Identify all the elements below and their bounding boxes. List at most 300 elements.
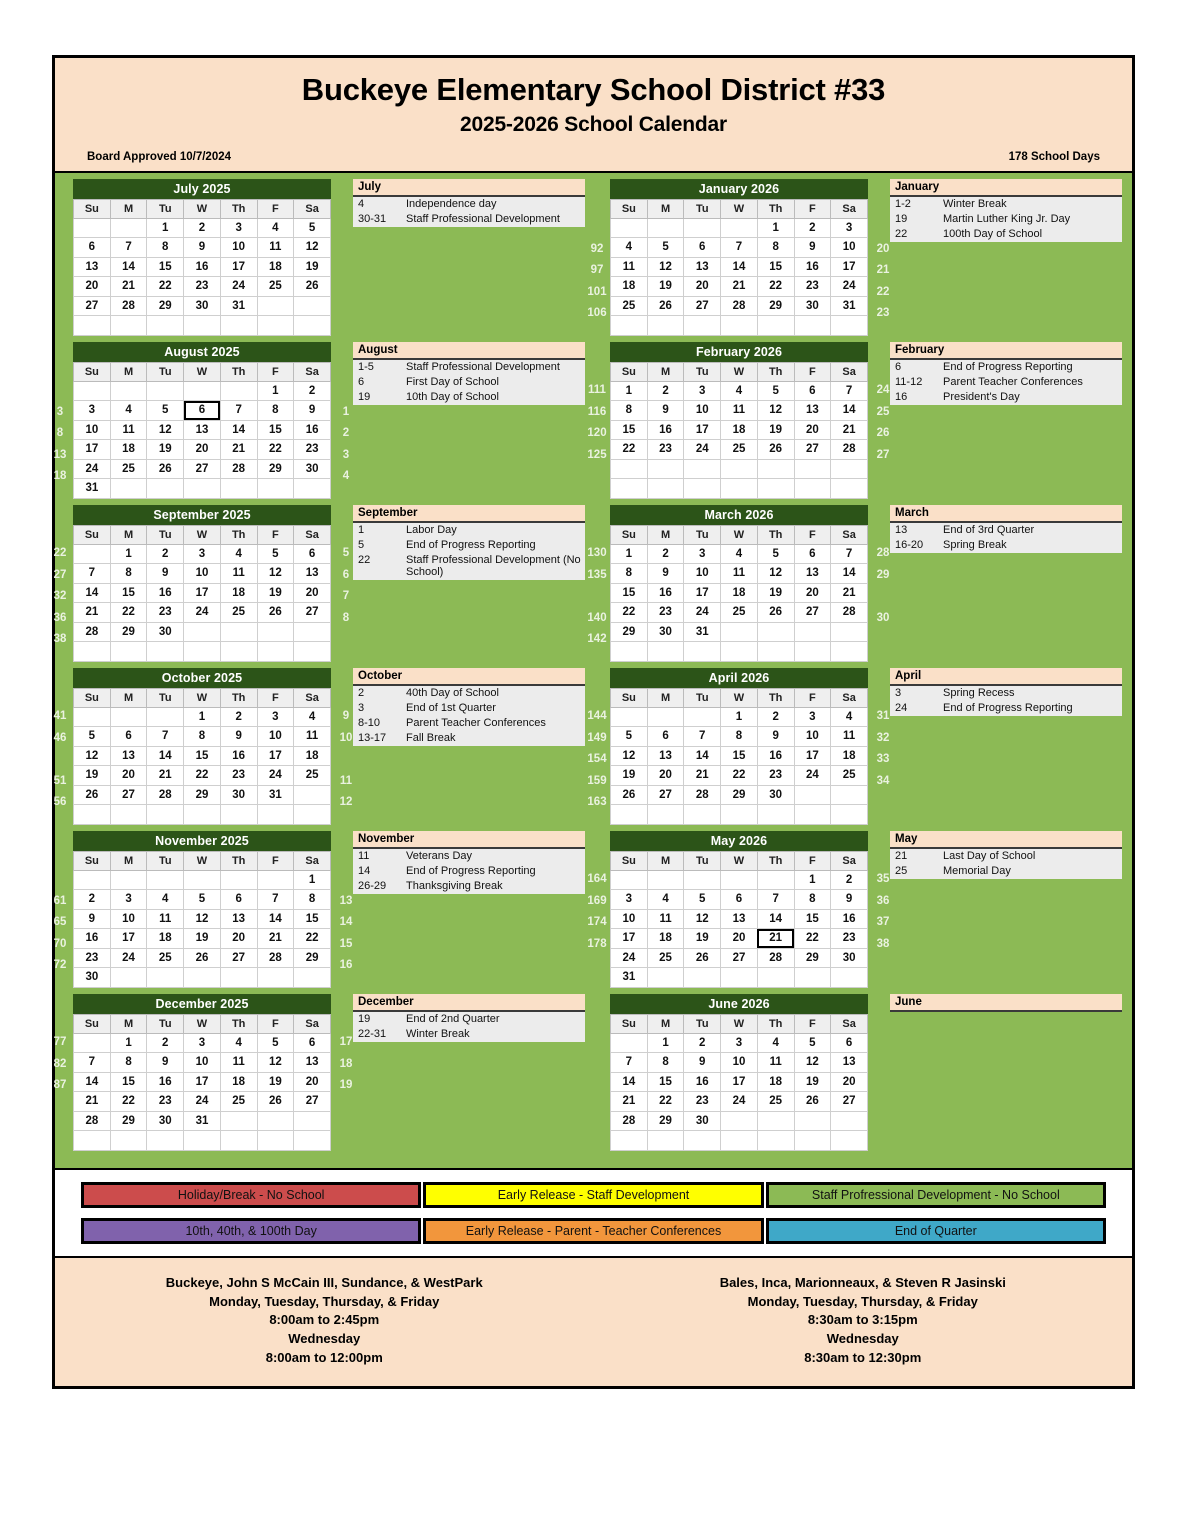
day-cell[interactable]: 20	[794, 583, 831, 603]
day-cell[interactable]: 2	[647, 381, 684, 401]
day-cell[interactable]: 17	[184, 583, 221, 603]
day-cell[interactable]: 1	[757, 218, 794, 238]
day-cell[interactable]: 8	[294, 890, 331, 910]
day-cell[interactable]: 28	[74, 622, 111, 642]
day-cell[interactable]: 24	[184, 1092, 221, 1112]
day-cell[interactable]: 2	[147, 544, 184, 564]
day-cell[interactable]: 1	[110, 544, 147, 564]
day-cell[interactable]: 25	[721, 440, 758, 460]
day-cell[interactable]: 11	[220, 564, 257, 584]
day-cell[interactable]: 21	[74, 1092, 111, 1112]
day-cell[interactable]: 17	[831, 257, 868, 277]
day-cell[interactable]: 22	[110, 1092, 147, 1112]
day-cell[interactable]: 22	[184, 766, 221, 786]
day-cell[interactable]: 8	[647, 1053, 684, 1073]
day-cell[interactable]: 7	[684, 727, 721, 747]
day-cell[interactable]: 8	[110, 564, 147, 584]
day-cell[interactable]: 3	[74, 401, 111, 421]
day-cell[interactable]: 9	[757, 727, 794, 747]
day-cell[interactable]: 21	[257, 929, 294, 949]
day-cell[interactable]: 15	[721, 746, 758, 766]
day-cell[interactable]: 26	[794, 1092, 831, 1112]
day-cell[interactable]: 10	[611, 909, 648, 929]
day-cell[interactable]: 26	[147, 459, 184, 479]
day-cell[interactable]: 20	[294, 1072, 331, 1092]
day-cell[interactable]: 20	[647, 766, 684, 786]
day-cell[interactable]: 31	[831, 296, 868, 316]
day-cell[interactable]: 12	[74, 746, 111, 766]
day-cell[interactable]: 31	[184, 1111, 221, 1131]
day-cell[interactable]: 3	[257, 707, 294, 727]
day-cell[interactable]: 24	[831, 277, 868, 297]
day-cell[interactable]: 29	[184, 785, 221, 805]
day-cell[interactable]: 12	[184, 909, 221, 929]
day-cell[interactable]: 23	[147, 603, 184, 623]
day-cell[interactable]: 7	[831, 381, 868, 401]
day-cell[interactable]: 12	[294, 238, 331, 258]
day-cell[interactable]: 2	[294, 381, 331, 401]
day-cell[interactable]: 4	[647, 890, 684, 910]
day-cell[interactable]: 1	[647, 1033, 684, 1053]
day-cell[interactable]: 13	[721, 909, 758, 929]
day-cell[interactable]: 22	[294, 929, 331, 949]
day-cell[interactable]: 18	[220, 583, 257, 603]
day-cell[interactable]: 5	[74, 727, 111, 747]
day-cell[interactable]: 28	[757, 948, 794, 968]
day-cell[interactable]: 2	[794, 218, 831, 238]
day-cell[interactable]: 17	[257, 746, 294, 766]
day-cell[interactable]: 13	[110, 746, 147, 766]
day-cell[interactable]: 15	[110, 583, 147, 603]
day-cell[interactable]: 7	[147, 727, 184, 747]
day-cell[interactable]: 23	[74, 948, 111, 968]
day-cell[interactable]: 6	[721, 890, 758, 910]
day-cell[interactable]: 8	[611, 401, 648, 421]
day-cell[interactable]: 13	[294, 564, 331, 584]
day-cell[interactable]: 11	[831, 727, 868, 747]
day-cell[interactable]: 22	[110, 603, 147, 623]
day-cell[interactable]: 18	[220, 1072, 257, 1092]
day-cell[interactable]: 1	[110, 1033, 147, 1053]
day-cell[interactable]: 22	[794, 929, 831, 949]
day-cell[interactable]: 19	[684, 929, 721, 949]
day-cell[interactable]: 29	[110, 622, 147, 642]
day-cell[interactable]: 8	[147, 238, 184, 258]
day-cell[interactable]: 17	[110, 929, 147, 949]
day-cell[interactable]: 3	[184, 544, 221, 564]
day-cell[interactable]: 15	[110, 1072, 147, 1092]
day-cell[interactable]: 29	[294, 948, 331, 968]
day-cell[interactable]: 17	[684, 420, 721, 440]
day-cell[interactable]: 27	[684, 296, 721, 316]
day-cell[interactable]: 8	[184, 727, 221, 747]
day-cell[interactable]: 14	[257, 909, 294, 929]
day-cell[interactable]: 29	[611, 622, 648, 642]
day-cell[interactable]: 28	[147, 785, 184, 805]
day-cell[interactable]: 10	[684, 401, 721, 421]
day-cell[interactable]: 27	[74, 296, 111, 316]
day-cell[interactable]: 22	[257, 440, 294, 460]
day-cell[interactable]: 5	[294, 218, 331, 238]
day-cell[interactable]: 31	[220, 296, 257, 316]
day-cell[interactable]: 28	[831, 603, 868, 623]
day-cell[interactable]: 12	[147, 420, 184, 440]
day-cell[interactable]: 15	[647, 1072, 684, 1092]
day-cell[interactable]: 2	[184, 218, 221, 238]
day-cell[interactable]: 27	[721, 948, 758, 968]
day-cell[interactable]: 2	[757, 707, 794, 727]
day-cell[interactable]: 31	[684, 622, 721, 642]
day-cell[interactable]: 5	[147, 401, 184, 421]
day-cell[interactable]: 15	[757, 257, 794, 277]
day-cell[interactable]: 6	[684, 238, 721, 258]
day-cell[interactable]: 23	[757, 766, 794, 786]
day-cell[interactable]: 28	[611, 1111, 648, 1131]
day-cell[interactable]: 25	[831, 766, 868, 786]
day-cell[interactable]: 7	[257, 890, 294, 910]
day-cell[interactable]: 1	[147, 218, 184, 238]
day-cell[interactable]: 27	[184, 459, 221, 479]
day-cell[interactable]: 20	[794, 420, 831, 440]
day-cell[interactable]: 15	[184, 746, 221, 766]
day-cell[interactable]: 30	[647, 622, 684, 642]
day-cell[interactable]: 28	[74, 1111, 111, 1131]
day-cell[interactable]: 13	[794, 564, 831, 584]
day-cell[interactable]: 10	[721, 1053, 758, 1073]
day-cell[interactable]: 21	[684, 766, 721, 786]
day-cell[interactable]: 31	[74, 479, 111, 499]
day-cell[interactable]: 28	[831, 440, 868, 460]
day-cell[interactable]: 21	[831, 583, 868, 603]
day-cell[interactable]: 16	[684, 1072, 721, 1092]
day-cell[interactable]: 2	[831, 870, 868, 890]
day-cell[interactable]: 27	[220, 948, 257, 968]
day-cell[interactable]: 13	[684, 257, 721, 277]
day-cell[interactable]: 20	[831, 1072, 868, 1092]
day-cell[interactable]: 23	[294, 440, 331, 460]
day-cell[interactable]: 27	[794, 603, 831, 623]
day-cell[interactable]: 1	[611, 381, 648, 401]
day-cell[interactable]: 7	[220, 401, 257, 421]
day-cell[interactable]: 15	[257, 420, 294, 440]
day-cell[interactable]: 24	[184, 603, 221, 623]
day-cell[interactable]: 24	[611, 948, 648, 968]
day-cell[interactable]: 3	[611, 890, 648, 910]
day-cell[interactable]: 19	[611, 766, 648, 786]
day-cell[interactable]: 12	[611, 746, 648, 766]
day-cell[interactable]: 22	[757, 277, 794, 297]
day-cell[interactable]: 4	[147, 890, 184, 910]
day-cell[interactable]: 29	[647, 1111, 684, 1131]
day-cell[interactable]: 21	[611, 1092, 648, 1112]
day-cell[interactable]: 16	[184, 257, 221, 277]
day-cell[interactable]: 11	[647, 909, 684, 929]
day-cell[interactable]: 13	[220, 909, 257, 929]
day-cell[interactable]: 8	[257, 401, 294, 421]
day-cell[interactable]: 18	[147, 929, 184, 949]
day-cell[interactable]: 21	[721, 277, 758, 297]
day-cell[interactable]: 2	[74, 890, 111, 910]
day-cell[interactable]: 6	[110, 727, 147, 747]
day-cell[interactable]: 31	[257, 785, 294, 805]
day-cell[interactable]: 26	[611, 785, 648, 805]
day-cell[interactable]: 23	[184, 277, 221, 297]
day-cell[interactable]: 5	[257, 1033, 294, 1053]
day-cell[interactable]: 7	[74, 564, 111, 584]
day-cell[interactable]: 24	[74, 459, 111, 479]
day-cell[interactable]: 20	[294, 583, 331, 603]
day-cell[interactable]: 5	[647, 238, 684, 258]
day-cell[interactable]: 19	[147, 440, 184, 460]
day-cell[interactable]: 25	[257, 277, 294, 297]
day-cell[interactable]: 24	[684, 440, 721, 460]
day-cell[interactable]: 14	[684, 746, 721, 766]
day-cell[interactable]: 28	[257, 948, 294, 968]
day-cell[interactable]: 6	[184, 401, 221, 421]
day-cell[interactable]: 11	[110, 420, 147, 440]
day-cell[interactable]: 20	[184, 440, 221, 460]
day-cell[interactable]: 17	[684, 583, 721, 603]
day-cell[interactable]: 9	[294, 401, 331, 421]
day-cell[interactable]: 1	[294, 870, 331, 890]
day-cell[interactable]: 5	[684, 890, 721, 910]
day-cell[interactable]: 14	[220, 420, 257, 440]
day-cell[interactable]: 30	[757, 785, 794, 805]
day-cell[interactable]: 12	[257, 1053, 294, 1073]
day-cell[interactable]: 26	[757, 603, 794, 623]
day-cell[interactable]: 24	[721, 1092, 758, 1112]
day-cell[interactable]: 23	[794, 277, 831, 297]
day-cell[interactable]: 16	[220, 746, 257, 766]
day-cell[interactable]: 17	[611, 929, 648, 949]
day-cell[interactable]: 4	[721, 381, 758, 401]
day-cell[interactable]: 11	[294, 727, 331, 747]
day-cell[interactable]: 13	[794, 401, 831, 421]
day-cell[interactable]: 20	[110, 766, 147, 786]
day-cell[interactable]: 18	[294, 746, 331, 766]
day-cell[interactable]: 4	[721, 544, 758, 564]
day-cell[interactable]: 5	[757, 544, 794, 564]
day-cell[interactable]: 30	[147, 1111, 184, 1131]
day-cell[interactable]: 5	[794, 1033, 831, 1053]
day-cell[interactable]: 18	[721, 583, 758, 603]
day-cell[interactable]: 27	[294, 603, 331, 623]
day-cell[interactable]: 11	[721, 564, 758, 584]
day-cell[interactable]: 9	[831, 890, 868, 910]
day-cell[interactable]: 4	[294, 707, 331, 727]
day-cell[interactable]: 23	[647, 603, 684, 623]
day-cell[interactable]: 22	[611, 603, 648, 623]
day-cell[interactable]: 27	[831, 1092, 868, 1112]
day-cell[interactable]: 20	[721, 929, 758, 949]
day-cell[interactable]: 14	[110, 257, 147, 277]
day-cell[interactable]: 19	[257, 1072, 294, 1092]
day-cell[interactable]: 12	[794, 1053, 831, 1073]
day-cell[interactable]: 25	[110, 459, 147, 479]
day-cell[interactable]: 16	[147, 583, 184, 603]
day-cell[interactable]: 4	[757, 1033, 794, 1053]
day-cell[interactable]: 15	[147, 257, 184, 277]
day-cell[interactable]: 21	[110, 277, 147, 297]
day-cell[interactable]: 9	[220, 727, 257, 747]
day-cell[interactable]: 16	[647, 583, 684, 603]
day-cell[interactable]: 11	[147, 909, 184, 929]
day-cell[interactable]: 6	[294, 1033, 331, 1053]
day-cell[interactable]: 8	[757, 238, 794, 258]
day-cell[interactable]: 10	[257, 727, 294, 747]
day-cell[interactable]: 19	[74, 766, 111, 786]
day-cell[interactable]: 30	[220, 785, 257, 805]
day-cell[interactable]: 11	[220, 1053, 257, 1073]
day-cell[interactable]: 6	[294, 544, 331, 564]
day-cell[interactable]: 27	[110, 785, 147, 805]
day-cell[interactable]: 13	[74, 257, 111, 277]
day-cell[interactable]: 30	[294, 459, 331, 479]
day-cell[interactable]: 11	[757, 1053, 794, 1073]
day-cell[interactable]: 2	[147, 1033, 184, 1053]
day-cell[interactable]: 10	[184, 564, 221, 584]
day-cell[interactable]: 24	[110, 948, 147, 968]
day-cell[interactable]: 3	[684, 381, 721, 401]
day-cell[interactable]: 24	[220, 277, 257, 297]
day-cell[interactable]: 26	[184, 948, 221, 968]
day-cell[interactable]: 27	[294, 1092, 331, 1112]
day-cell[interactable]: 24	[257, 766, 294, 786]
day-cell[interactable]: 14	[147, 746, 184, 766]
day-cell[interactable]: 10	[184, 1053, 221, 1073]
day-cell[interactable]: 9	[74, 909, 111, 929]
day-cell[interactable]: 15	[611, 583, 648, 603]
day-cell[interactable]: 29	[257, 459, 294, 479]
day-cell[interactable]: 19	[757, 583, 794, 603]
day-cell[interactable]: 23	[684, 1092, 721, 1112]
day-cell[interactable]: 7	[831, 544, 868, 564]
day-cell[interactable]: 19	[257, 583, 294, 603]
day-cell[interactable]: 26	[257, 1092, 294, 1112]
day-cell[interactable]: 2	[684, 1033, 721, 1053]
day-cell[interactable]: 1	[721, 707, 758, 727]
day-cell[interactable]: 21	[757, 929, 794, 949]
day-cell[interactable]: 14	[757, 909, 794, 929]
day-cell[interactable]: 7	[721, 238, 758, 258]
day-cell[interactable]: 18	[257, 257, 294, 277]
day-cell[interactable]: 4	[611, 238, 648, 258]
day-cell[interactable]: 6	[647, 727, 684, 747]
day-cell[interactable]: 13	[184, 420, 221, 440]
day-cell[interactable]: 14	[611, 1072, 648, 1092]
day-cell[interactable]: 31	[611, 968, 648, 988]
day-cell[interactable]: 18	[757, 1072, 794, 1092]
day-cell[interactable]: 21	[74, 603, 111, 623]
day-cell[interactable]: 3	[721, 1033, 758, 1053]
day-cell[interactable]: 28	[721, 296, 758, 316]
day-cell[interactable]: 14	[831, 401, 868, 421]
day-cell[interactable]: 28	[110, 296, 147, 316]
day-cell[interactable]: 17	[721, 1072, 758, 1092]
day-cell[interactable]: 22	[147, 277, 184, 297]
day-cell[interactable]: 12	[647, 257, 684, 277]
day-cell[interactable]: 18	[831, 746, 868, 766]
day-cell[interactable]: 15	[294, 909, 331, 929]
day-cell[interactable]: 15	[794, 909, 831, 929]
day-cell[interactable]: 11	[257, 238, 294, 258]
day-cell[interactable]: 8	[794, 890, 831, 910]
day-cell[interactable]: 28	[684, 785, 721, 805]
day-cell[interactable]: 19	[757, 420, 794, 440]
day-cell[interactable]: 3	[220, 218, 257, 238]
day-cell[interactable]: 18	[110, 440, 147, 460]
day-cell[interactable]: 24	[684, 603, 721, 623]
day-cell[interactable]: 10	[794, 727, 831, 747]
day-cell[interactable]: 16	[757, 746, 794, 766]
day-cell[interactable]: 12	[684, 909, 721, 929]
day-cell[interactable]: 7	[757, 890, 794, 910]
day-cell[interactable]: 10	[110, 909, 147, 929]
day-cell[interactable]: 29	[110, 1111, 147, 1131]
day-cell[interactable]: 13	[647, 746, 684, 766]
day-cell[interactable]: 10	[831, 238, 868, 258]
day-cell[interactable]: 26	[647, 296, 684, 316]
day-cell[interactable]: 9	[647, 564, 684, 584]
day-cell[interactable]: 12	[757, 401, 794, 421]
day-cell[interactable]: 14	[74, 583, 111, 603]
day-cell[interactable]: 10	[684, 564, 721, 584]
day-cell[interactable]: 14	[831, 564, 868, 584]
day-cell[interactable]: 29	[794, 948, 831, 968]
day-cell[interactable]: 9	[147, 564, 184, 584]
day-cell[interactable]: 29	[147, 296, 184, 316]
day-cell[interactable]: 9	[647, 401, 684, 421]
day-cell[interactable]: 20	[220, 929, 257, 949]
day-cell[interactable]: 22	[647, 1092, 684, 1112]
day-cell[interactable]: 9	[684, 1053, 721, 1073]
day-cell[interactable]: 5	[757, 381, 794, 401]
day-cell[interactable]: 21	[220, 440, 257, 460]
day-cell[interactable]: 16	[74, 929, 111, 949]
day-cell[interactable]: 3	[184, 1033, 221, 1053]
day-cell[interactable]: 29	[721, 785, 758, 805]
day-cell[interactable]: 25	[647, 948, 684, 968]
day-cell[interactable]: 26	[757, 440, 794, 460]
day-cell[interactable]: 17	[184, 1072, 221, 1092]
day-cell[interactable]: 8	[721, 727, 758, 747]
day-cell[interactable]: 20	[684, 277, 721, 297]
day-cell[interactable]: 10	[220, 238, 257, 258]
day-cell[interactable]: 4	[257, 218, 294, 238]
day-cell[interactable]: 6	[831, 1033, 868, 1053]
day-cell[interactable]: 9	[794, 238, 831, 258]
day-cell[interactable]: 27	[647, 785, 684, 805]
day-cell[interactable]: 4	[831, 707, 868, 727]
day-cell[interactable]: 3	[110, 890, 147, 910]
day-cell[interactable]: 16	[831, 909, 868, 929]
day-cell[interactable]: 18	[647, 929, 684, 949]
day-cell[interactable]: 2	[220, 707, 257, 727]
day-cell[interactable]: 9	[184, 238, 221, 258]
day-cell[interactable]: 11	[611, 257, 648, 277]
day-cell[interactable]: 8	[611, 564, 648, 584]
day-cell[interactable]: 30	[794, 296, 831, 316]
day-cell[interactable]: 30	[147, 622, 184, 642]
day-cell[interactable]: 3	[684, 544, 721, 564]
day-cell[interactable]: 6	[220, 890, 257, 910]
day-cell[interactable]: 6	[794, 544, 831, 564]
day-cell[interactable]: 25	[721, 603, 758, 623]
day-cell[interactable]: 21	[147, 766, 184, 786]
day-cell[interactable]: 13	[831, 1053, 868, 1073]
day-cell[interactable]: 14	[74, 1072, 111, 1092]
day-cell[interactable]: 1	[184, 707, 221, 727]
